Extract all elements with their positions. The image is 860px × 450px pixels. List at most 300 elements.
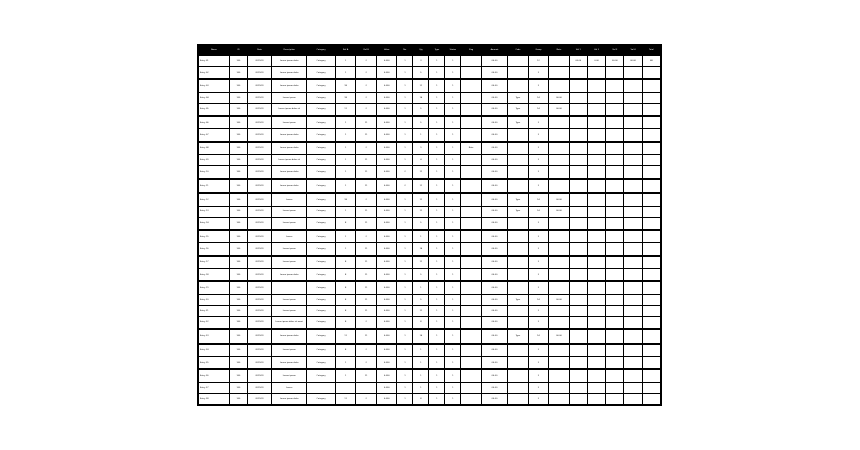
column-header: Val 2 (587, 46, 605, 56)
table-cell: Category (307, 206, 336, 217)
table-cell: 1 (397, 305, 413, 316)
table-cell: 5 (413, 268, 429, 281)
table-cell: Category (307, 142, 336, 155)
table-cell (642, 316, 660, 329)
table-cell: 1 (335, 369, 356, 382)
table-cell: 3 (413, 56, 429, 67)
table-cell (624, 103, 642, 116)
table-cell (508, 256, 529, 269)
table-cell (569, 294, 587, 305)
table-cell: Type (508, 329, 529, 344)
table-cell: 1 (445, 217, 461, 230)
table-cell: 00.00 (481, 129, 507, 142)
table-cell (642, 369, 660, 382)
table-cell (461, 155, 482, 166)
table-cell: 100 (229, 305, 247, 316)
table-cell: 00.00 (481, 56, 507, 67)
table-cell (624, 142, 642, 155)
table-cell (624, 92, 642, 103)
table-cell: 1 (335, 230, 356, 243)
table-cell: 1 (397, 316, 413, 329)
table-cell: Entry 18 (199, 268, 230, 281)
table-cell: Category (307, 393, 336, 404)
table-cell (461, 369, 482, 382)
table-cell: 2 (356, 393, 377, 404)
table-cell: Lorem (272, 230, 307, 243)
table-cell (549, 382, 570, 393)
table-cell (587, 382, 605, 393)
table-cell: 1 (445, 179, 461, 194)
table-cell: Entry 07 (199, 129, 230, 142)
table-cell: 00.00 (481, 230, 507, 243)
table-cell: 00.00 (549, 193, 570, 206)
table-cell: 1 (413, 344, 429, 357)
table-row (199, 305, 661, 316)
table-row (199, 129, 661, 142)
table-row (199, 155, 661, 166)
table-cell (642, 256, 660, 269)
table-cell: 5 (413, 103, 429, 116)
table-cell (624, 281, 642, 294)
table-cell: 1 (429, 179, 445, 194)
table-body (199, 56, 661, 405)
table-cell: 2 (528, 179, 549, 194)
table-cell (606, 316, 624, 329)
table-cell (606, 382, 624, 393)
table-cell: 11 (413, 166, 429, 179)
table-cell (461, 294, 482, 305)
table-cell: Type (508, 193, 529, 206)
table-cell (549, 179, 570, 194)
column-header: Qty (413, 46, 429, 56)
table-cell: 1 (429, 217, 445, 230)
table-cell: 2 (528, 129, 549, 142)
table-cell: 1 (397, 79, 413, 92)
table-cell (461, 230, 482, 243)
table-row (199, 357, 661, 370)
table-cell: 0.000 (376, 382, 397, 393)
table-cell: 100 (229, 217, 247, 230)
column-header: Val 1 (569, 46, 587, 56)
table-row (199, 256, 661, 269)
table-cell: Lorem ipsum (272, 294, 307, 305)
table-cell (569, 243, 587, 256)
table-cell (569, 217, 587, 230)
table-cell: 0.000 (376, 79, 397, 92)
table-cell: 2 (528, 382, 549, 393)
table-cell: 1 (429, 344, 445, 357)
table-cell: Category (307, 357, 336, 370)
table-cell: 11 (356, 256, 377, 269)
table-cell: 2019/01 (248, 344, 272, 357)
table-cell: 1 (429, 305, 445, 316)
table-cell: 5 (413, 294, 429, 305)
table-cell: 1 (335, 67, 356, 80)
table-cell (356, 382, 377, 393)
table-cell: 1 (429, 268, 445, 281)
table-cell: 100 (229, 382, 247, 393)
table-cell: 1 (413, 369, 429, 382)
table-cell: 1 (445, 56, 461, 67)
table-cell (549, 256, 570, 269)
table-cell: Entry 27 (199, 382, 230, 393)
table-row (199, 316, 661, 329)
table-cell (587, 230, 605, 243)
table-cell: Category (307, 268, 336, 281)
table-cell (549, 56, 570, 67)
table-cell (624, 166, 642, 179)
table-cell (624, 206, 642, 217)
table-cell: 2 (528, 230, 549, 243)
table-cell: 1 (445, 79, 461, 92)
table-cell: Category (307, 305, 336, 316)
table-cell (508, 369, 529, 382)
table-cell: 1 (397, 217, 413, 230)
table-cell: 00.00 (569, 56, 587, 67)
table-cell (624, 256, 642, 269)
table-cell: Category (307, 256, 336, 269)
table-cell (587, 92, 605, 103)
table-cell: Lorem ipsum (272, 116, 307, 129)
table-cell: 2019/01 (248, 217, 272, 230)
table-cell: 1 (445, 305, 461, 316)
table-cell (606, 393, 624, 404)
table-cell: 0.000 (376, 166, 397, 179)
table-cell (461, 179, 482, 194)
table-cell (606, 281, 624, 294)
table-cell: 11 (335, 329, 356, 344)
table-cell: Lorem ipsum dolor (272, 329, 307, 344)
table-cell (587, 281, 605, 294)
table-cell (549, 142, 570, 155)
table-row (199, 67, 661, 80)
table-cell: 2 (356, 357, 377, 370)
table-cell: 100 (229, 230, 247, 243)
table-cell: Category (307, 281, 336, 294)
table-cell (461, 206, 482, 217)
table-cell: 1 (445, 329, 461, 344)
table-cell: 0.000 (376, 393, 397, 404)
table-cell: 00.00 (481, 92, 507, 103)
table-row (199, 230, 661, 243)
table-cell: 1 (429, 294, 445, 305)
table-cell (508, 79, 529, 92)
table-cell: Entry 28 (199, 393, 230, 404)
table-cell: Lorem ipsum dolor sit amet (272, 316, 307, 329)
table-cell (587, 329, 605, 344)
table-cell: 18 (335, 79, 356, 92)
table-cell: Lorem ipsum (272, 243, 307, 256)
table-cell: Entry 16 (199, 243, 230, 256)
table-cell (642, 294, 660, 305)
table-cell: 1 (397, 357, 413, 370)
table-cell: 1 (429, 155, 445, 166)
table-cell: 00.00 (549, 103, 570, 116)
table-cell (549, 344, 570, 357)
table-cell (549, 316, 570, 329)
table-cell (624, 316, 642, 329)
column-header: Description (272, 46, 307, 56)
table-cell: 00.00 (481, 305, 507, 316)
table-cell: 2019/01 (248, 357, 272, 370)
table-cell: 1 (397, 369, 413, 382)
table-cell (606, 243, 624, 256)
table-cell: 11 (413, 193, 429, 206)
table-cell: 2019/01 (248, 316, 272, 329)
table-cell: 1 (397, 268, 413, 281)
table-cell (624, 268, 642, 281)
table-cell: Lorem ipsum (272, 369, 307, 382)
column-header: Ref A (335, 46, 356, 56)
table-cell: 100 (229, 344, 247, 357)
table-cell: 2 (356, 193, 377, 206)
table-cell (569, 142, 587, 155)
table-cell: 2 (528, 116, 549, 129)
table-cell (508, 142, 529, 155)
table-cell: 1 (429, 129, 445, 142)
table-cell: 0.000 (376, 316, 397, 329)
table-cell (606, 155, 624, 166)
table-cell: 1 (429, 382, 445, 393)
table-cell (549, 230, 570, 243)
table-cell (587, 142, 605, 155)
table-cell (642, 92, 660, 103)
table-cell: 1 (445, 268, 461, 281)
table-cell (624, 382, 642, 393)
table-cell (587, 316, 605, 329)
table-cell: 1 (445, 142, 461, 155)
table-cell: 11 (356, 281, 377, 294)
table-cell: Category (307, 92, 336, 103)
table-cell: 0.000 (376, 369, 397, 382)
table-cell: Type (508, 294, 529, 305)
table-cell: Lorem ipsum dolor (272, 357, 307, 370)
table-cell: 8 (335, 268, 356, 281)
table-row (199, 294, 661, 305)
table-cell: 0.00 (587, 56, 605, 67)
table-cell: 1 (335, 206, 356, 217)
table-cell: 2019/01 (248, 155, 272, 166)
table-cell (587, 206, 605, 217)
table-cell: Entry 06 (199, 116, 230, 129)
table-cell (549, 79, 570, 92)
table-cell: 100 (229, 357, 247, 370)
table-cell (606, 268, 624, 281)
table-cell: 0.000 (376, 217, 397, 230)
table-cell (569, 230, 587, 243)
table-cell: 1 (335, 129, 356, 142)
table-cell: Entry 10 (199, 166, 230, 179)
table-cell: 11 (413, 206, 429, 217)
table-cell: 11 (335, 103, 356, 116)
table-cell: 00.00 (624, 56, 642, 67)
table-cell (508, 67, 529, 80)
table-cell: 00.00 (549, 206, 570, 217)
table-cell: Entry 14 (199, 217, 230, 230)
table-cell (587, 67, 605, 80)
column-header: Category (307, 46, 336, 56)
table-cell (606, 142, 624, 155)
table-cell: 14 (528, 329, 549, 344)
table-cell (587, 294, 605, 305)
table-cell: 2 (528, 357, 549, 370)
table-cell: Entry 13 (199, 206, 230, 217)
table-cell: 00.00 (481, 316, 507, 329)
table-cell: Category (307, 217, 336, 230)
table-cell (587, 193, 605, 206)
table-cell (587, 217, 605, 230)
table-cell (606, 103, 624, 116)
table-cell: Category (307, 344, 336, 357)
table-cell (642, 193, 660, 206)
table-cell: 11 (413, 79, 429, 92)
table-cell: 2019/01 (248, 129, 272, 142)
table-cell: 2 (528, 256, 549, 269)
table-cell: 100 (229, 166, 247, 179)
table-cell: Entry 09 (199, 155, 230, 166)
table-row (199, 206, 661, 217)
table-cell: 0.000 (376, 142, 397, 155)
table-cell: Lorem (272, 382, 307, 393)
table-cell (606, 294, 624, 305)
table-cell (569, 305, 587, 316)
column-header: Code (508, 46, 529, 56)
table-cell: 0.000 (376, 56, 397, 67)
table-cell: 1 (335, 243, 356, 256)
data-table (198, 45, 661, 405)
table-cell: 1 (429, 369, 445, 382)
table-cell (569, 268, 587, 281)
table-cell (461, 243, 482, 256)
table-cell (642, 230, 660, 243)
table-cell: 00.00 (481, 79, 507, 92)
table-cell: 100 (229, 281, 247, 294)
table-cell: 8 (335, 316, 356, 329)
table-cell: 1 (335, 166, 356, 179)
table-cell (606, 116, 624, 129)
table-cell: 1 (445, 369, 461, 382)
table-cell (461, 217, 482, 230)
table-cell (461, 79, 482, 92)
table-cell: 2 (528, 155, 549, 166)
table-cell: 1 (335, 179, 356, 194)
table-cell: 2019/01 (248, 256, 272, 269)
table-cell (606, 166, 624, 179)
table-cell: Category (307, 294, 336, 305)
table-cell: Entry 01 (199, 56, 230, 67)
table-cell: 1 (445, 256, 461, 269)
table-cell (549, 67, 570, 80)
table-cell: 1 (397, 344, 413, 357)
table-cell (606, 206, 624, 217)
table-cell: Lorem ipsum (272, 206, 307, 217)
table-cell (642, 179, 660, 194)
table-cell (508, 344, 529, 357)
table-cell: 1 (445, 193, 461, 206)
table-cell: 2019/01 (248, 166, 272, 179)
table-cell: 14 (528, 92, 549, 103)
table-cell (642, 79, 660, 92)
table-cell: Entry 15 (199, 230, 230, 243)
table-cell: 2 (356, 230, 377, 243)
table-row (199, 268, 661, 281)
table-cell: 1 (429, 230, 445, 243)
table-cell (508, 305, 529, 316)
table-cell (461, 256, 482, 269)
table-cell: 1 (397, 103, 413, 116)
table-cell (624, 329, 642, 344)
table-cell (549, 281, 570, 294)
table-cell (461, 393, 482, 404)
table-cell (569, 79, 587, 92)
table-cell: 0.000 (376, 344, 397, 357)
table-cell: 0.000 (376, 67, 397, 80)
table-cell: 100 (229, 193, 247, 206)
table-cell (461, 116, 482, 129)
table-cell (624, 344, 642, 357)
column-header: Ref B (356, 46, 377, 56)
table-cell: 1 (429, 166, 445, 179)
table-cell: 00.00 (481, 256, 507, 269)
table-cell: 1 (445, 344, 461, 357)
table-cell (624, 393, 642, 404)
column-header: No. (397, 46, 413, 56)
table-cell: 100 (229, 369, 247, 382)
table-cell: 2019/01 (248, 193, 272, 206)
table-cell: 00.00 (549, 329, 570, 344)
table-cell: 100 (229, 103, 247, 116)
table-cell: Entry 22 (199, 316, 230, 329)
table-cell: 1 (397, 281, 413, 294)
table-cell (461, 129, 482, 142)
table-cell: 1 (445, 316, 461, 329)
table-cell (606, 357, 624, 370)
table-cell: 00.00 (481, 142, 507, 155)
table-cell: 1 (445, 393, 461, 404)
table-cell: 2019/01 (248, 243, 272, 256)
table-cell (642, 217, 660, 230)
table-cell: 1 (445, 243, 461, 256)
table-cell: 14 (413, 243, 429, 256)
table-cell: 2 (356, 56, 377, 67)
table-cell (508, 357, 529, 370)
table-cell: 100 (229, 268, 247, 281)
table-cell: 1 (335, 142, 356, 155)
table-cell: Category (307, 369, 336, 382)
table-cell: 1 (429, 116, 445, 129)
table-cell: 00.00 (481, 357, 507, 370)
table-cell: 1 (335, 357, 356, 370)
table-cell: 0.000 (376, 103, 397, 116)
table-cell: 100 (229, 67, 247, 80)
table-cell (606, 193, 624, 206)
table-cell: 1 (429, 329, 445, 344)
table-cell (624, 67, 642, 80)
table-cell: 11 (356, 369, 377, 382)
table-cell: 2 (528, 281, 549, 294)
table-cell (587, 166, 605, 179)
table-cell: 1 (445, 294, 461, 305)
table-cell (624, 79, 642, 92)
table-cell: 2019/01 (248, 206, 272, 217)
table-cell: Entry 25 (199, 357, 230, 370)
table-cell: 00.00 (481, 166, 507, 179)
table-cell: 2019/01 (248, 67, 272, 80)
table-cell (569, 393, 587, 404)
table-cell (549, 116, 570, 129)
table-cell: Category (307, 179, 336, 194)
table-cell: 11 (356, 305, 377, 316)
